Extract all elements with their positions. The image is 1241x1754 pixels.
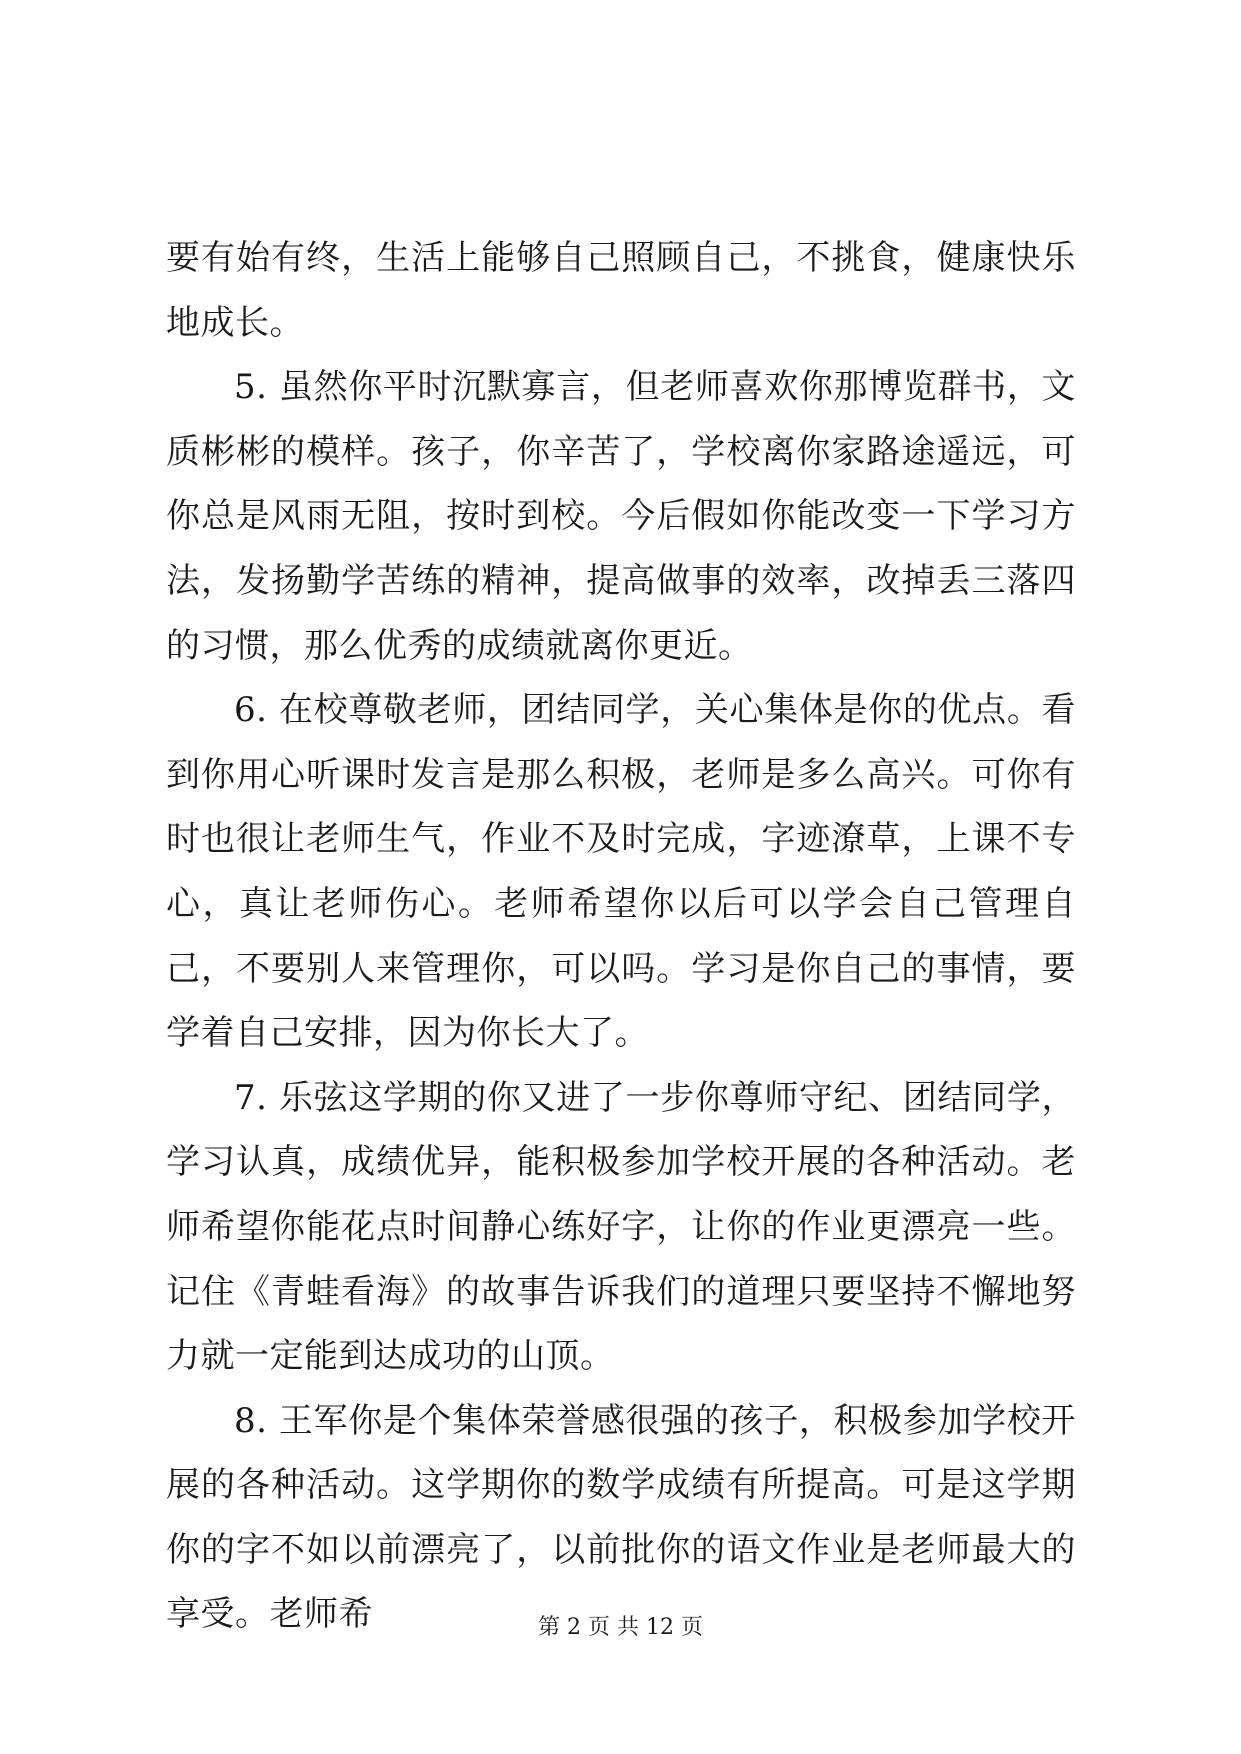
paragraph-item-5: 5. 虽然你平时沉默寡言，但老师喜欢你那博览群书，文质彬彬的模样。孩子，你辛苦了，学校离你家路途遥远，可你总是风雨无阻，按时到校。今后假如你能改变一下学习方法，发扬勤学苦练的精神，提高做事的效率，改掉丢三落四的习惯，那么优秀的成绩就离你更近。 [166,367,1076,666]
page-number-footer: 第 2 页 共 12 页 [538,1615,703,1640]
paragraph-continuation: 要有始有终，生活上能够自己照顾自己，不挑食，健康快乐地成长。 [166,238,1076,343]
paragraph-item-7: 7. 乐弦这学期的你又进了一步你尊师守纪、团结同学，学习认真，成绩优异，能积极参加学校开展的各种活动。老师希望你能花点时间静心练好字，让你的作业更漂亮一些。记住《青蛙看海》的故事告诉我们的道理只要坚持不懈地努力就一定能到达成功的山顶。 [166,1077,1076,1377]
document-body [166,226,1076,1647]
paragraph-item-6: 6. 在校尊敬老师，团结同学，关心集体是你的优点。看到你用心听课时发言是那么积极，老师是多么高兴。可你有时也很让老师生气，作业不及时完成，字迹潦草，上课不专心，真让老师伤心。老师希望你以后可以学会自己管理自己，不要别人来管理你，可以吗。学习是你自己的事情，要学着自己安排，因为你长大了。 [166,690,1076,1054]
paragraph-item-8: 8. 王军你是个集体荣誉感很强的孩子，积极参加学校开展的各种活动。这学期你的数学成绩有所提高。可是这学期你的字不如以前漂亮了，以前批你的语文作业是老师最大的享受。老师希 [166,1400,1076,1635]
